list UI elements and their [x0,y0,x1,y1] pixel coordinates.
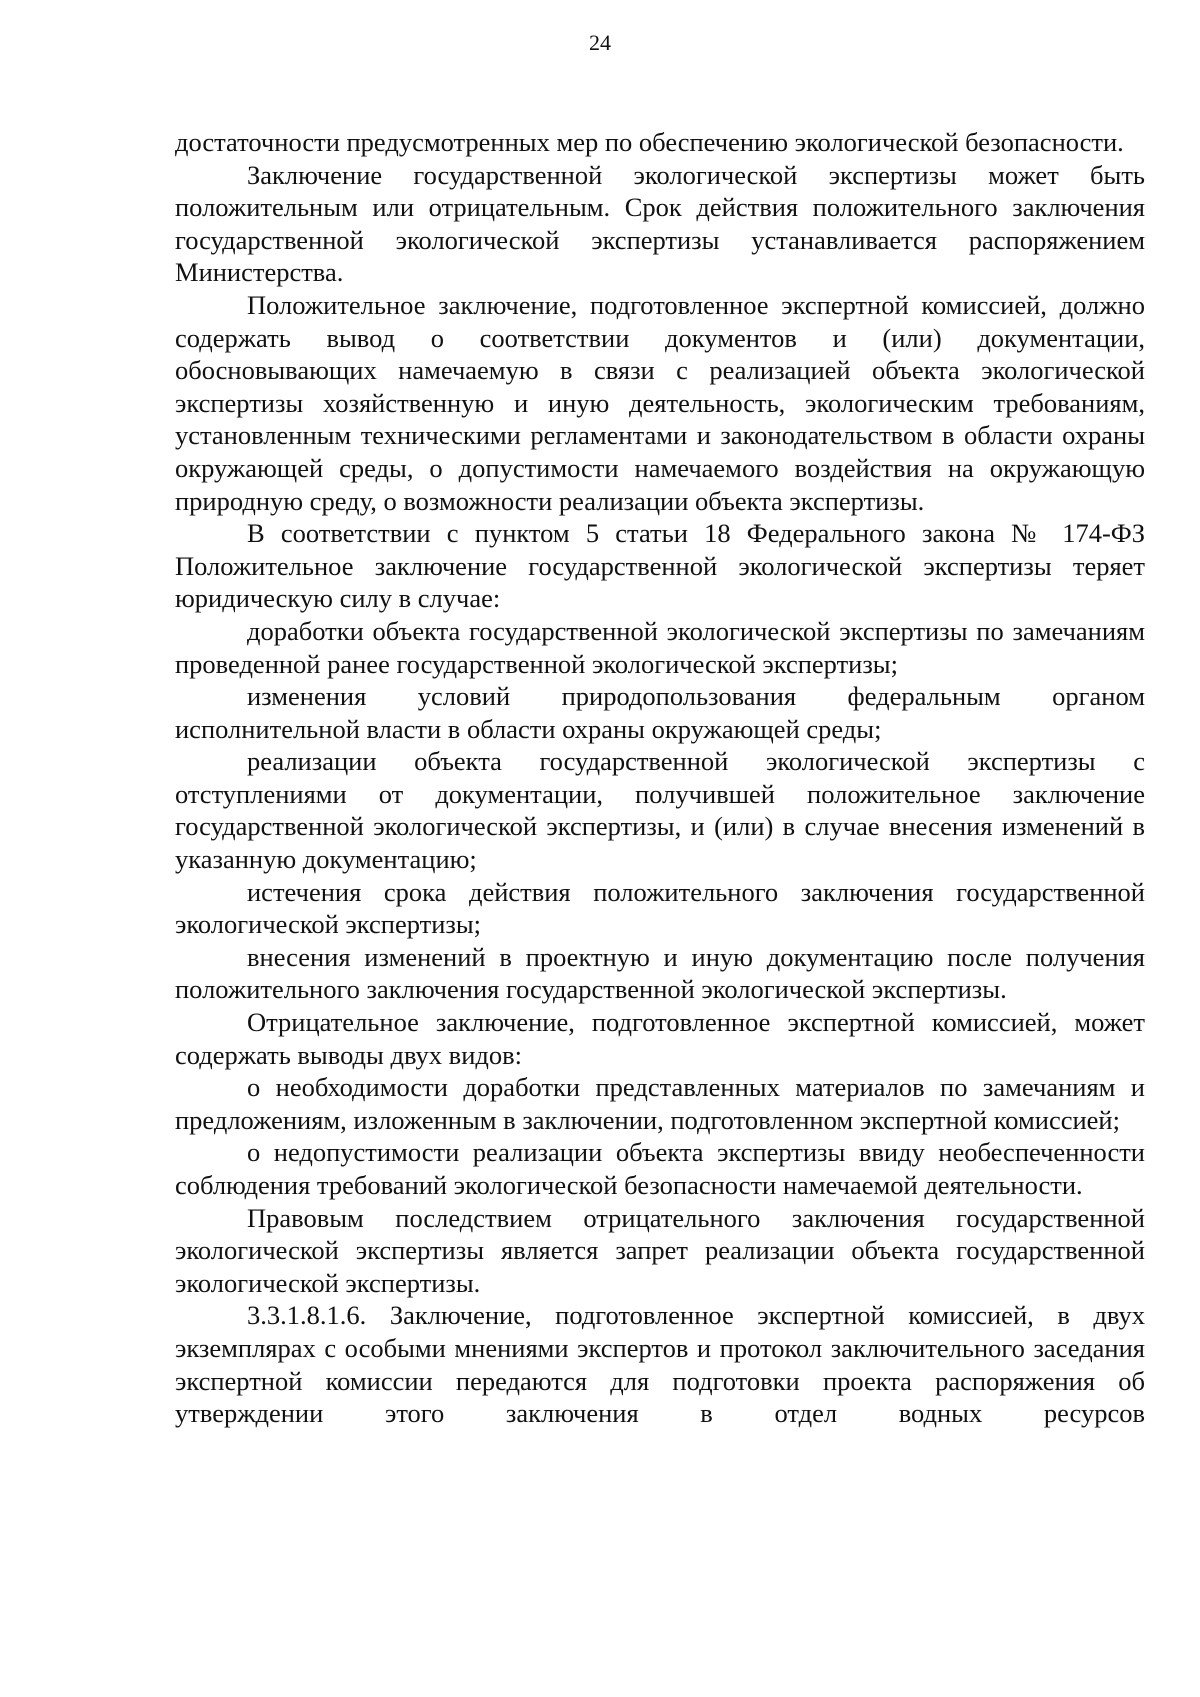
document-body [175,126,1145,1430]
paragraph: Положительное заключение, подготовленное экспертной комиссией, должно содержать вывод о соответствии документов и (или) документации, обосновывающих намечаемую в связи с реализацией объекта экологической экспертизы хозяйственную и иную деятельность, экологическим требованиям, установленным техническими регламентами и законодательством в области охраны окружающей среды, о допустимости намечаемого воздействия на окружающую природную среду, о возможности реализации объекта экспертизы. [175,289,1145,516]
list-item: о необходимости доработки представленных материалов по замечаниям и предложениям, изложенным в заключении, подготовленном экспертной комиссией; [175,1072,1145,1135]
section-paragraph: 3.3.1.8.1.6. Заключение, подготовленное экспертной комиссией, в двух экземплярах с особыми мнениями экспертов и протокол заключительного заседания экспертной комиссии передаются для подготовки проекта распоряжения об утверждении этого заключения в отдел водных ресурсов [175,1300,1145,1429]
list-item: реализации объекта государственной экологической экспертизы с отступлениями от документации, получившей положительное заключение государственной экологической экспертизы, и (или) в случае внесения изменений в указанную документацию; [175,746,1145,875]
paragraph: Заключение государственной экологической экспертизы может быть положительным или отрицательным. Срок действия положительного заключения государственной экологической экспертизы устанавливается распоряжением Министерства. [175,159,1145,288]
list-item: доработки объекта государственной экологической экспертизы по замечаниям проведенной ранее государственной экологической экспертизы; [175,615,1145,679]
page-number: 24 [589,30,611,55]
paragraph: В соответствии с пунктом 5 статьи 18 Федерального закона № 174-ФЗ Положительное заключение государственной экологической экспертизы теряет юридическую силу в случае: [175,518,1145,614]
paragraph: Правовым последствием отрицательного заключения государственной экологической экспертизы является запрет реализации объекта государственной экологической экспертизы. [175,1202,1145,1298]
list-item: изменения условий природопользования федеральным органом исполнительной власти в области охраны окружающей среды; [175,681,1145,744]
paragraph: Отрицательное заключение, подготовленное экспертной комиссией, может содержать выводы двух видов: [175,1007,1145,1070]
list-item: истечения срока действия положительного заключения государственной экологической экспертизы; [175,876,1145,940]
list-item: о недопустимости реализации объекта экспертизы ввиду необеспеченности соблюдения требований экологической безопасности намечаемой деятельности. [175,1137,1145,1200]
list-item: внесения изменений в проектную и иную документацию после получения положительного заключения государственной экологической экспертизы. [175,941,1145,1005]
paragraph: достаточности предусмотренных мер по обеспечению экологической безопасности. [175,127,1124,157]
